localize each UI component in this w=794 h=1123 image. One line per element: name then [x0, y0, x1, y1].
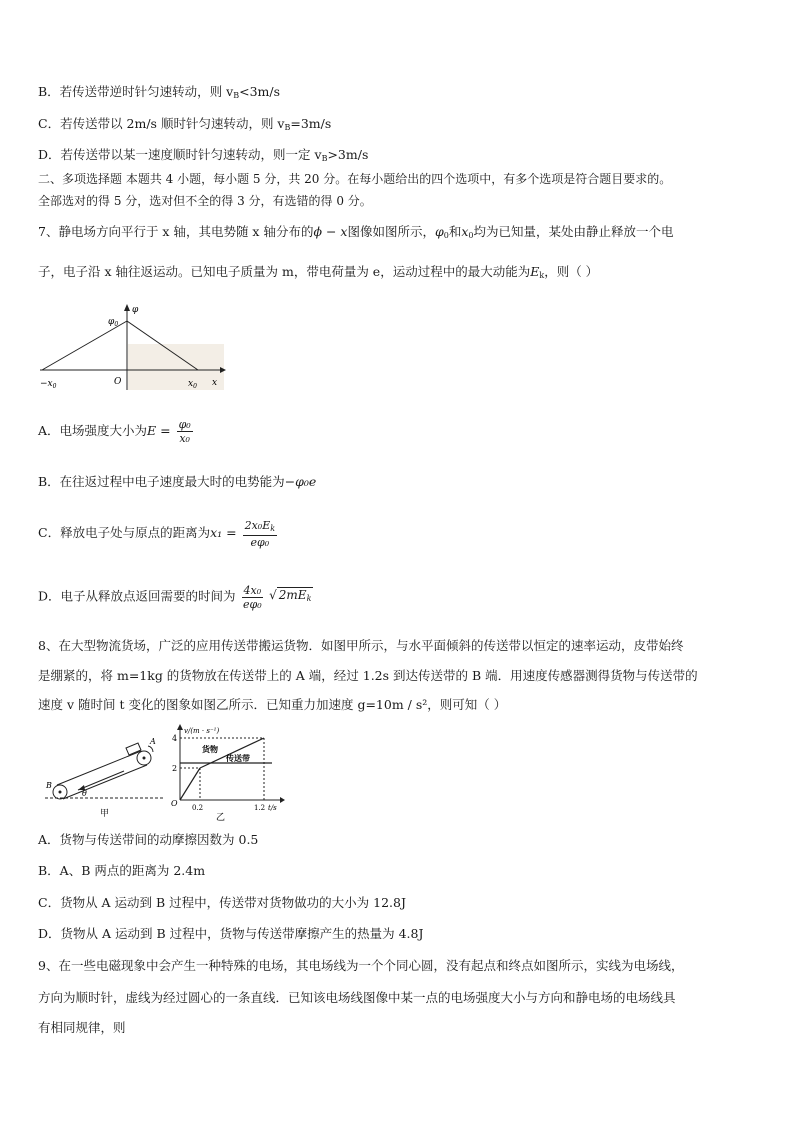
q8-stem-line2: 是绷紧的，将 m=1kg 的货物放在传送带上的 A 端，经过 1.2s 到达传送带的 B 端．用速度传感器测得货物与传送带的	[38, 668, 698, 683]
graph-tick-1.2: 1.2	[254, 804, 266, 812]
graph-origin-label: O	[114, 377, 122, 387]
figure-point-b: B	[46, 781, 52, 790]
graph-belt-label: 传送带	[226, 753, 250, 763]
q7-option-a: A．电场强度大小为E = $\frac{\text{φ₀}}{\text{x₀}}$	[38, 418, 191, 445]
graph-x0-label: $x_0$	[188, 379, 197, 390]
graph-velocity-axis-label: v/(m · s⁻¹)	[184, 727, 220, 735]
graph-tick-0.2: 0.2	[192, 804, 204, 812]
graph-time-axis-label: t/s	[268, 804, 277, 812]
q7-potential-graph	[38, 302, 228, 394]
q6-option-d: D．若传送带以某一速度顺时针匀速转动，则一定 $v_B>3m/s$	[38, 147, 369, 163]
q8-conveyor-figure	[40, 728, 170, 820]
graph-cargo-label: 货物	[202, 744, 218, 754]
q7-option-c: C．释放电子处与原点的距离为x₁ = $\frac{2x_0E_k}{\text{eφ₀}}$	[38, 518, 276, 549]
figure-point-a: A	[150, 737, 156, 746]
figure-angle-theta: θ	[82, 789, 87, 798]
q8-stem-line3: 速度 v 随时间 t 变化的图象如图乙所示．已知重力加速度 g=10m / s²，则可知（ ）	[38, 697, 507, 712]
q7-option-d: D．电子从释放点返回需要的时间为 $\frac{\text{4x₀}}{\text{eφ₀}}$ √ $2mE_k$	[38, 583, 312, 611]
q8-option-a: A．货物与传送带间的动摩擦因数为 0.5	[38, 832, 259, 847]
section2-heading-line1: 二、多项选择题 本题共 4 小题，每小题 5 分，共 20 分。在每小题给出的四个选项中，有多个选项是符合题目要求的。	[38, 172, 672, 186]
figure-caption-yi: 乙	[216, 813, 226, 822]
graph-phi-label: φ	[132, 305, 139, 315]
q8-velocity-graph	[168, 722, 286, 822]
q7-stem-line2: 子，电子沿 x 轴往返运动。已知电子质量为 m，带电荷量为 e，运动过程中的最大动能为$E_k$，则（ ）	[38, 264, 599, 280]
q8-option-d: D．货物从 A 运动到 B 过程中，货物与传送带摩擦产生的热量为 4.8J	[38, 926, 424, 941]
q9-stem-line1: 9、在一些电磁现象中会产生一种特殊的电场，其电场线为一个个同心圆，没有起点和终点如图所示，实线为电场线，	[38, 958, 684, 973]
graph-phi0-label: $\varphi_0$	[108, 317, 119, 328]
graph-x-axis-label: x	[212, 378, 218, 388]
figure-caption-jia: 甲	[100, 809, 110, 819]
q6-option-c: C．若传送带以 2m/s 顺时针匀速转动，则 $v_B=3m/s$	[38, 116, 332, 132]
q8-option-b: B．A、B 两点的距离为 2.4m	[38, 863, 206, 878]
q8-stem-line1: 8、在大型物流货场，广泛的应用传送带搬运货物．如图甲所示，与水平面倾斜的传送带以恒定的速率运动，皮带始终	[38, 638, 684, 653]
graph-neg-x0-label: $-x_0$	[40, 379, 57, 390]
q9-stem-line3: 有相同规律，则	[38, 1020, 126, 1035]
q7-option-b: B．在往返过程中电子速度最大时的电势能为−φ₀e	[38, 474, 317, 489]
graph-tick-4: 4	[172, 734, 178, 743]
graph-origin: O	[171, 799, 178, 808]
q8-option-c: C．货物从 A 运动到 B 过程中，传送带对货物做功的大小为 12.8J	[38, 895, 406, 910]
q9-stem-line2: 方向为顺时针，虚线为经过圆心的一条直线．已知该电场线图像中某一点的电场强度大小与方向和静电场的电场线具	[38, 990, 676, 1005]
section2-heading-line2: 全部选对的得 5 分，选对但不全的得 3 分，有选错的得 0 分。	[38, 194, 372, 208]
q7-stem-line1: 7、静电场方向平行于 x 轴，其电势随 x 轴分布的ϕ − x图像如图所示，$\varphi_0$和$x_0$均为已知量，某处由静止释放一个电	[38, 224, 674, 240]
q6-option-b: B．若传送带逆时针匀速转动，则 $v_B<3m/s$	[38, 84, 281, 100]
graph-tick-2: 2	[172, 764, 178, 773]
